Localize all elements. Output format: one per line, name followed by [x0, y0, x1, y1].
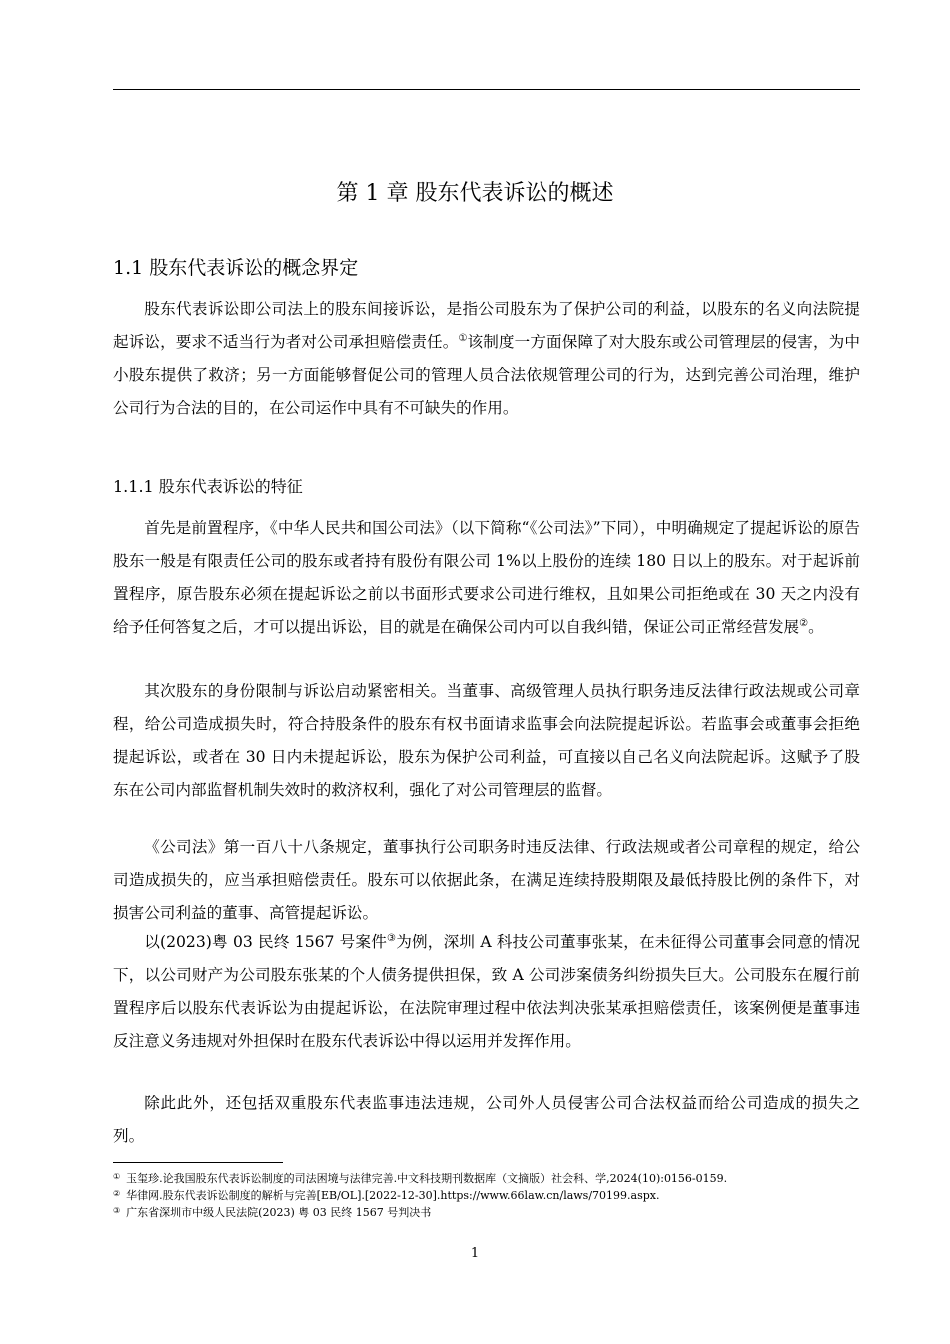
- footnote-rule: [113, 1162, 283, 1163]
- footnote-ref-2[interactable]: ②: [799, 618, 809, 629]
- subsection-title: 1.1.1 股东代表诉讼的特征: [113, 477, 303, 496]
- paragraph-definition: [113, 293, 860, 425]
- footnote-2: [113, 1187, 860, 1204]
- footnote-ref-3[interactable]: ③: [387, 933, 397, 944]
- page-number: 1: [470, 1246, 480, 1261]
- footnote-mark: ③: [113, 1206, 121, 1215]
- paragraph-preconditions: [113, 512, 860, 644]
- chapter-title: 第 1 章 股东代表诉讼的概述: [336, 181, 614, 206]
- paragraph-text: 为例，深圳 A 科技公司董事张某，在未征得公司董事会同意的情况下，以公司财产为公司股东张某的个人债务提供担保，致 A 公司涉案债务纠纷损失巨大。公司股东在履行前置程序后以股东代表诉讼为由提起诉讼，在法院审理过程中依法判决张某承担赔偿责任，该案例便是董事违反注意义务违规对外担保时在股东代表诉讼中得以运用并发挥作用。: [113, 933, 860, 1050]
- footnote-mark: ②: [113, 1189, 121, 1198]
- paragraph-text: 以(2023)粤 03 民终 1567 号案件: [144, 933, 388, 951]
- paragraph-identity-limits: 其次股东的身份限制与诉讼启动紧密相关。当董事、高级管理人员执行职务违反法律行政法规或公司章程，给公司造成损失时，符合持股条件的股东有权书面请求监事会向法院提起诉讼。若监事会或董事会拒绝提起诉讼，或者在 30 日内未提起诉讼，股东为保护公司利益，可直接以自己名义向法院起诉。这赋予了股东在公司内部监督机制失效时的救济权利，强化了对公司管理层的监督。: [113, 682, 860, 799]
- footnote-mark: ①: [113, 1172, 121, 1181]
- footnote-text: 玉玺珍.论我国股东代表诉讼制度的司法困境与法律完善.中文科技期刊数据库（文摘版）社会科、学,2024(10):0156-0159.: [126, 1172, 728, 1185]
- paragraph-text: 股东代表诉讼即公司法上的股东间接诉讼，是指公司股东为了保护公司的利益，以股东的名义向法院提起诉讼，要求不适当行为者对公司承担赔偿责任。: [113, 300, 860, 351]
- footnote-text[interactable]: 华律网.股东代表诉讼制度的解析与完善[EB/OL].[2022-12-30].https://www.66law.cn/laws/70199.aspx.: [126, 1189, 660, 1202]
- footnote-ref-1[interactable]: ①: [458, 333, 468, 344]
- paragraph-text: 该制度一方面保障了对大股东或公司管理层的侵害，为中小股东提供了救济；另一方面能够督促公司的管理人员合法依规管理公司的行为，达到完善公司治理，维护公司行为合法的目的，在公司运作中具有不可缺失的作用。: [113, 333, 860, 417]
- paragraph-case-example: [113, 926, 860, 1058]
- header-rule: [113, 89, 860, 90]
- paragraph-text: 。: [808, 618, 824, 636]
- footnote-3: [113, 1204, 860, 1221]
- footnote-1: [113, 1170, 860, 1187]
- footnotes: [113, 1170, 860, 1221]
- section-title: 1.1 股东代表诉讼的概念界定: [113, 257, 359, 279]
- paragraph-other-cases: 除此此外，还包括双重股东代表监事违法违规，公司外人员侵害公司合法权益而给公司造成的损失之列。: [113, 1094, 860, 1145]
- paragraph-text: 首先是前置程序，《中华人民共和国公司法》（以下简称“《公司法》”下同），中明确规定了提起诉讼的原告股东一般是有限责任公司的股东或者持有股份有限公司 1%以上股份的连续 180 日以上的股东。对于起诉前置程序，原告股东必须在提起诉讼之前以书面形式要求公司进行维权，且如果公司拒绝或在 30 天之内没有给予任何答复之后，才可以提出诉讼，目的就是在确保公司内可以自我纠错，保证公司正常经营发展: [113, 519, 860, 636]
- footnote-text: 广东省深圳市中级人民法院(2023) 粤 03 民终 1567 号判决书: [126, 1206, 432, 1219]
- paragraph-article-188: 《公司法》第一百八十八条规定，董事执行公司职务时违反法律、行政法规或者公司章程的规定，给公司造成损失的，应当承担赔偿责任。股东可以依据此条，在满足连续持股期限及最低持股比例的条件下，对损害公司利益的董事、高管提起诉讼。: [113, 838, 860, 922]
